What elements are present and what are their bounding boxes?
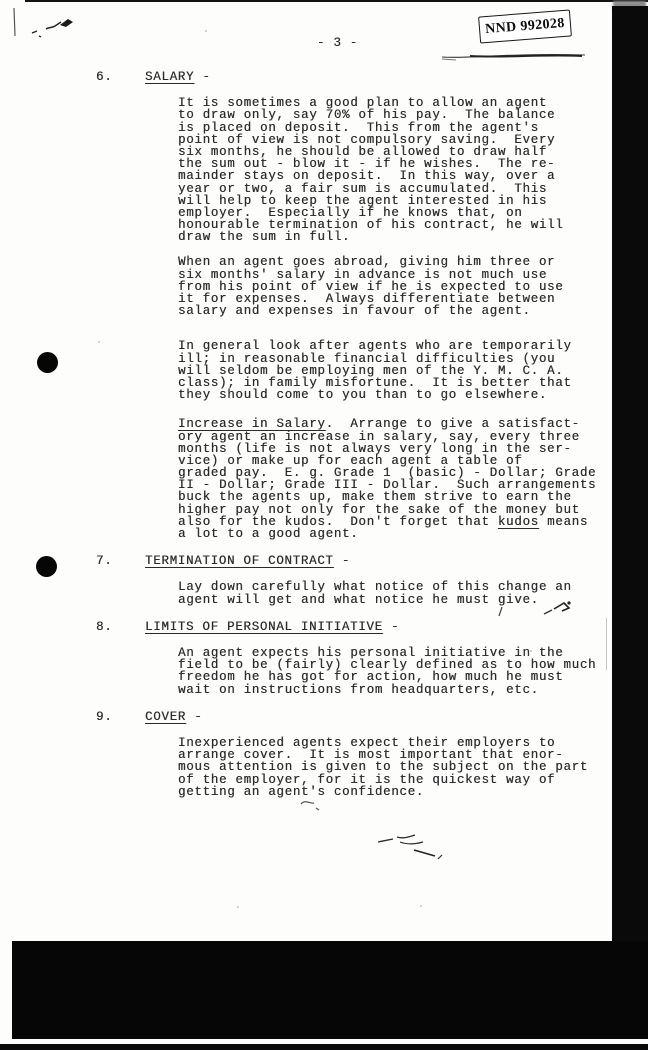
pencil-scribble-top-left bbox=[8, 6, 78, 42]
stamp-text: NND 992028 bbox=[484, 15, 566, 37]
text-line: draw the sum in full. bbox=[178, 230, 351, 245]
document-section-6 bbox=[96, 71, 608, 540]
paragraph bbox=[178, 737, 608, 798]
text-line: In general look after agents who are temporarily bbox=[178, 339, 572, 354]
text-line: the sum out - blow it - if he wishes. The re- bbox=[178, 157, 556, 172]
text-line: will seldom be employing men of the Y. M. C. A. bbox=[178, 363, 564, 378]
scan-black-strip-bottom bbox=[0, 1044, 648, 1050]
section-number: 8. bbox=[96, 619, 113, 634]
text-line: point of view is not compulsory saving. Every bbox=[178, 132, 556, 147]
text-line: arrange cover. It is most important that enor- bbox=[178, 748, 564, 763]
text-line: ory agent an increase in salary, say, every three bbox=[178, 429, 580, 444]
text-line: Increase in Salary. Arrange to give a satisfact- bbox=[178, 417, 580, 432]
text-line: vice) or make up for each agent a table of bbox=[178, 453, 523, 468]
text-line: from his point of view if he is expected to use bbox=[178, 279, 564, 294]
text-line: An agent expects his personal initiative in the bbox=[178, 645, 564, 660]
text-line: II - Dollar; Grade III - Dollar. Such arrangements bbox=[178, 478, 597, 493]
text-line: is placed on deposit. This from the agent's bbox=[178, 120, 539, 135]
text-line: class); in family misfortune. It is better that bbox=[178, 375, 572, 390]
text-line: they should come to you than to go elsewhere. bbox=[178, 388, 548, 403]
text-line: It is sometimes a good plan to allow an agent bbox=[178, 96, 548, 111]
paragraph bbox=[178, 340, 608, 401]
section-heading: COVER - bbox=[145, 709, 203, 724]
hole-punch-mark bbox=[36, 556, 57, 577]
text-line: a lot to a good agent. bbox=[178, 527, 359, 542]
text-line: mous attention is given to the subject on the part bbox=[178, 760, 589, 775]
pencil-scribble-bottom bbox=[370, 828, 452, 862]
scan-noise-dot bbox=[205, 30, 207, 32]
page-number: - 3 - bbox=[317, 36, 359, 50]
text-line: When an agent goes abroad, giving him three or bbox=[178, 255, 556, 270]
text-line: will help to keep the agent interested in his bbox=[178, 193, 548, 208]
section-heading: SALARY - bbox=[145, 70, 211, 84]
text-line: to draw only, say 70% of his pay. The balance bbox=[178, 108, 556, 123]
text-line: six months, he should be allowed to draw half bbox=[178, 144, 548, 159]
scan-noise-dot bbox=[237, 906, 239, 908]
paragraph bbox=[178, 97, 608, 243]
text-line: field to be (fairly) clearly defined as to how much bbox=[178, 658, 597, 673]
text-line: graded pay. E. g. Grade 1 (basic) - Dollar; Grade bbox=[178, 466, 597, 481]
text-line: honourable termination of his contract, he will bbox=[178, 218, 564, 233]
text-line: months (life is not always very long in the ser- bbox=[178, 441, 572, 456]
text-line: wait on instructions from headquarters, etc. bbox=[178, 682, 539, 697]
text-line: buck the agents up, make them strive to earn the bbox=[178, 490, 572, 505]
hole-punch-mark bbox=[37, 352, 58, 373]
text-line: Lay down carefully what notice of this change an bbox=[178, 580, 572, 595]
paragraph bbox=[178, 418, 608, 540]
text-line: employer. Especially if he knows that, on bbox=[178, 205, 523, 220]
text-line: freedom he has got for action, how much he must bbox=[178, 670, 564, 685]
paragraph bbox=[178, 256, 608, 317]
text-line: ill; in reasonable financial difficulties (you bbox=[178, 351, 556, 366]
text-line: Inexperienced agents expect their employers to bbox=[178, 735, 556, 750]
declassification-stamp bbox=[478, 9, 572, 43]
text-line: it for expenses. Always differentiate between bbox=[178, 292, 556, 307]
paragraph bbox=[178, 581, 608, 605]
text-line: year or two, a fair sum is accumulated. This bbox=[178, 181, 548, 196]
document-section-8 bbox=[96, 621, 608, 696]
document-section-7 bbox=[96, 555, 608, 606]
paragraph bbox=[178, 647, 608, 696]
document-body bbox=[96, 71, 608, 813]
section-number: 6. bbox=[96, 70, 113, 84]
scan-black-band-bottom bbox=[12, 941, 648, 1039]
text-line: higher pay not only for the sake of the money but bbox=[178, 502, 580, 517]
pencil-underline-scribble bbox=[440, 46, 588, 62]
scan-black-strip-right bbox=[612, 6, 648, 946]
text-line: salary and expenses in favour of the agent. bbox=[178, 304, 531, 319]
scan-top-edge-line bbox=[25, 0, 648, 2]
text-line: of the employer, for it is the quickest way of bbox=[178, 772, 556, 787]
text-line: mainder stays on deposit. In this way, over a bbox=[178, 169, 556, 184]
section-number: 9. bbox=[96, 709, 113, 724]
text-line: agent will get and what notice he must give. bbox=[178, 592, 539, 607]
document-section-9 bbox=[96, 711, 608, 798]
text-line: getting an agent's confidence. bbox=[178, 784, 425, 799]
section-number: 7. bbox=[96, 554, 113, 569]
section-heading: LIMITS OF PERSONAL INITIATIVE - bbox=[145, 619, 400, 634]
section-heading: TERMINATION OF CONTRACT - bbox=[145, 554, 351, 569]
scan-noise-dot bbox=[420, 905, 422, 907]
text-line: six months' salary in advance is not much use bbox=[178, 267, 548, 282]
text-line: also for the kudos. Don't forget that kudos means bbox=[178, 514, 589, 529]
